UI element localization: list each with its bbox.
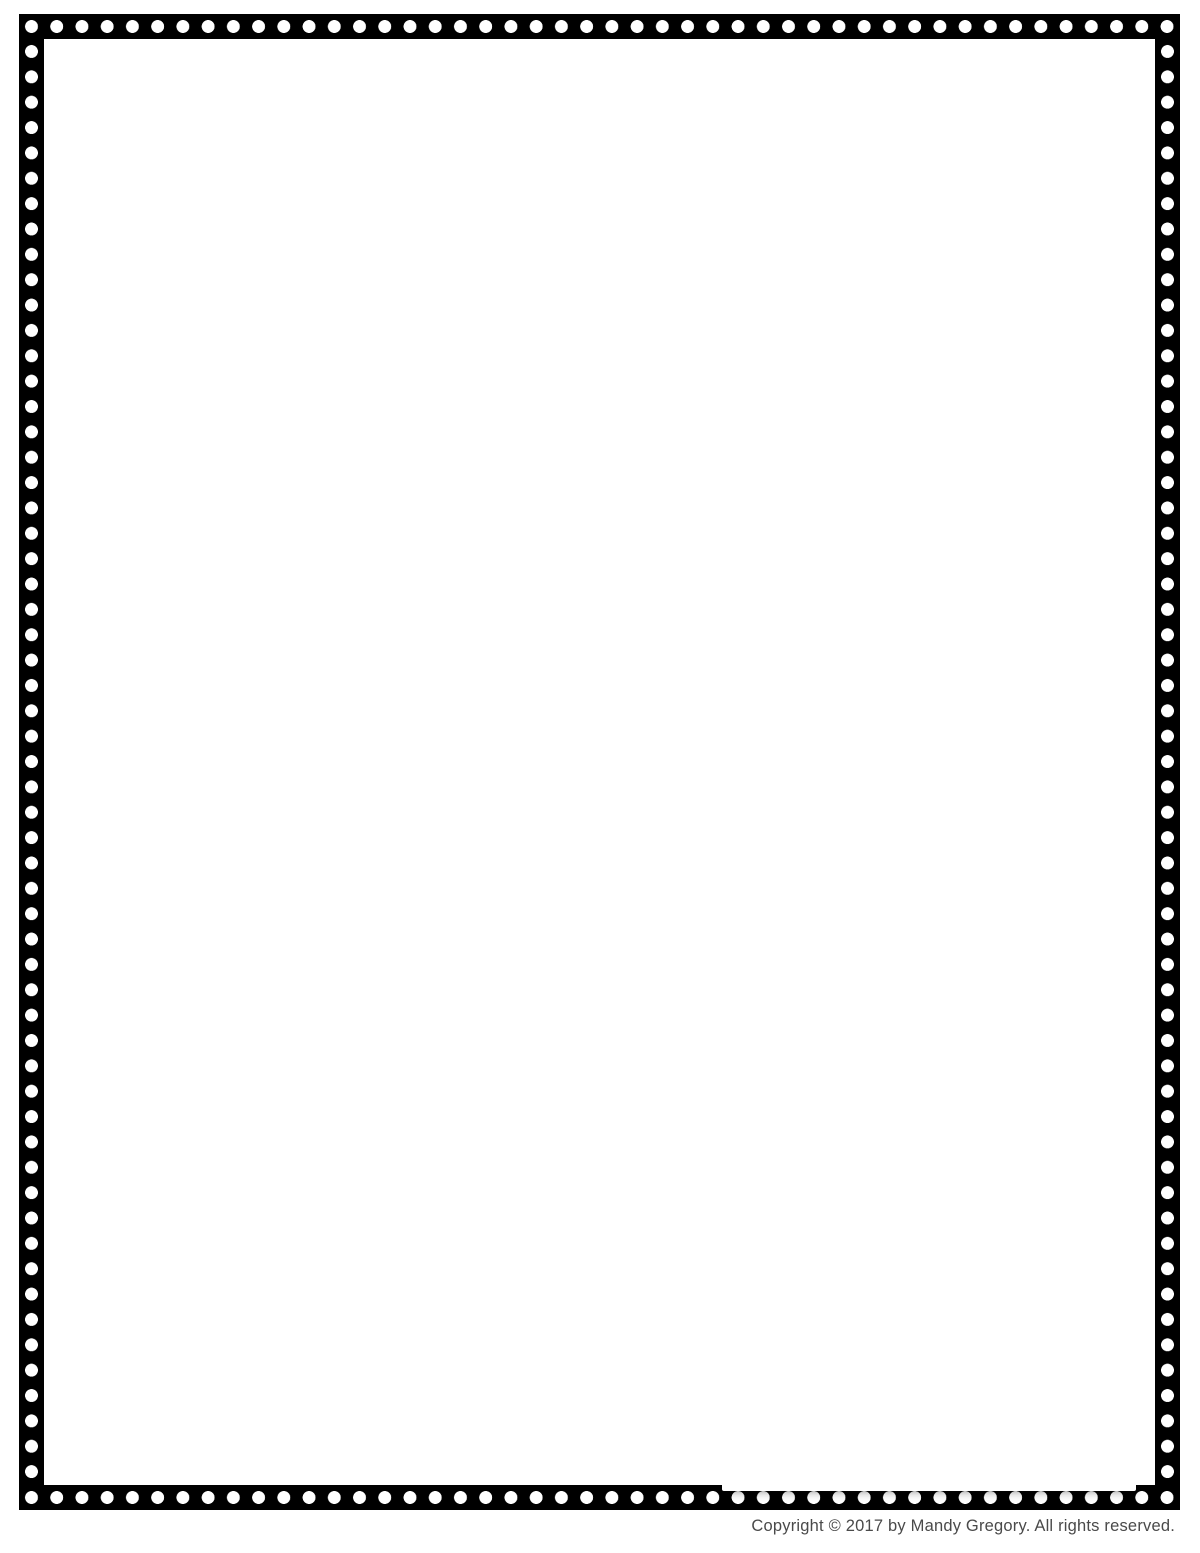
polka-dot-border (19, 14, 1180, 1510)
page-inner-surface (44, 39, 1155, 1485)
border-dots-left (19, 39, 44, 1485)
border-dots-right (1155, 39, 1180, 1485)
copyright-footer: Copyright © 2017 by Mandy Gregory. All rights reserved. (751, 1517, 1175, 1535)
